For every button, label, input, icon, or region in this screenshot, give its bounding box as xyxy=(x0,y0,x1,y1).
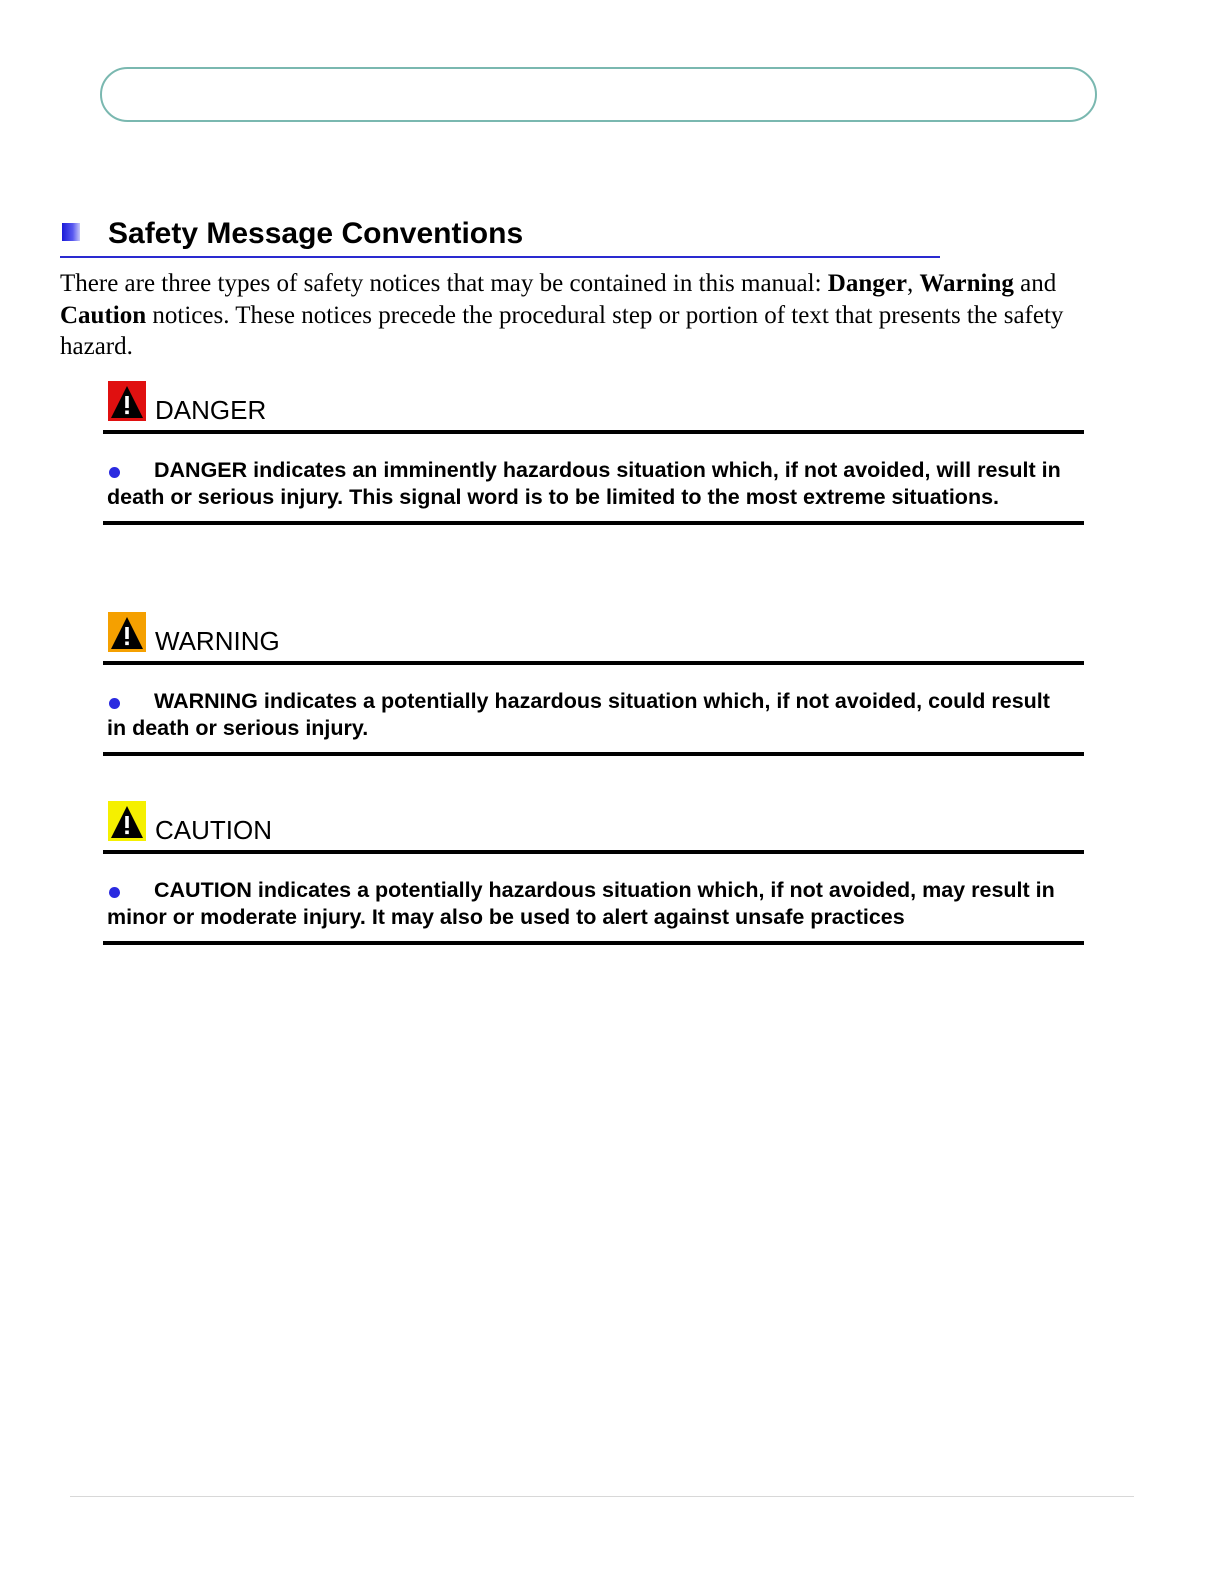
intro-text-1: There are three types of safety notices that may be contained in this manual: xyxy=(60,270,828,297)
section-title: Safety Message Conventions xyxy=(108,217,524,250)
caution-text: CAUTION indicates a potentially hazardous situation which, if not avoided, may result in minor or moderate injury. It may also be used to alert against unsafe practices xyxy=(107,878,1055,929)
caution-notice-header xyxy=(103,794,1084,854)
intro-paragraph xyxy=(60,268,1140,363)
danger-label: DANGER xyxy=(155,395,267,425)
warning-triangle-icon xyxy=(108,612,146,652)
warning-text: WARNING indicates a potentially hazardous situation which, if not avoided, could result in death or serious injury. xyxy=(107,689,1050,740)
danger-text: DANGER indicates an imminently hazardous situation which, if not avoided, will result in death or serious injury. This signal word is to be limited to the most extreme situations. xyxy=(107,458,1061,509)
warning-notice xyxy=(103,605,1084,756)
intro-sep-2: and xyxy=(1013,270,1057,297)
square-bullet-icon xyxy=(62,223,80,241)
caution-notice xyxy=(103,794,1084,945)
warning-notice-body xyxy=(103,665,1084,756)
intro-warning: Warning xyxy=(919,270,1014,297)
caution-triangle-icon xyxy=(108,801,146,841)
warning-notice-header xyxy=(103,605,1084,665)
caution-label: CAUTION xyxy=(155,815,272,845)
caution-notice-body xyxy=(103,854,1084,945)
danger-notice-body xyxy=(103,434,1084,525)
danger-notice-header xyxy=(103,374,1084,434)
bullet-icon xyxy=(109,698,120,709)
intro-sep-1: , xyxy=(906,270,920,297)
danger-triangle-icon xyxy=(108,381,146,421)
intro-danger: Danger xyxy=(827,270,907,297)
footer-rule xyxy=(70,1496,1134,1497)
header-box xyxy=(100,67,1097,122)
bullet-icon xyxy=(109,467,120,478)
danger-notice xyxy=(103,374,1084,525)
section-heading xyxy=(60,212,940,258)
warning-label: WARNING xyxy=(155,626,280,656)
bullet-icon xyxy=(109,887,120,898)
intro-text-2: notices. These notices precede the procedural step or portion of text that presents the safety hazard. xyxy=(60,301,1064,360)
intro-caution: Caution xyxy=(60,301,147,329)
